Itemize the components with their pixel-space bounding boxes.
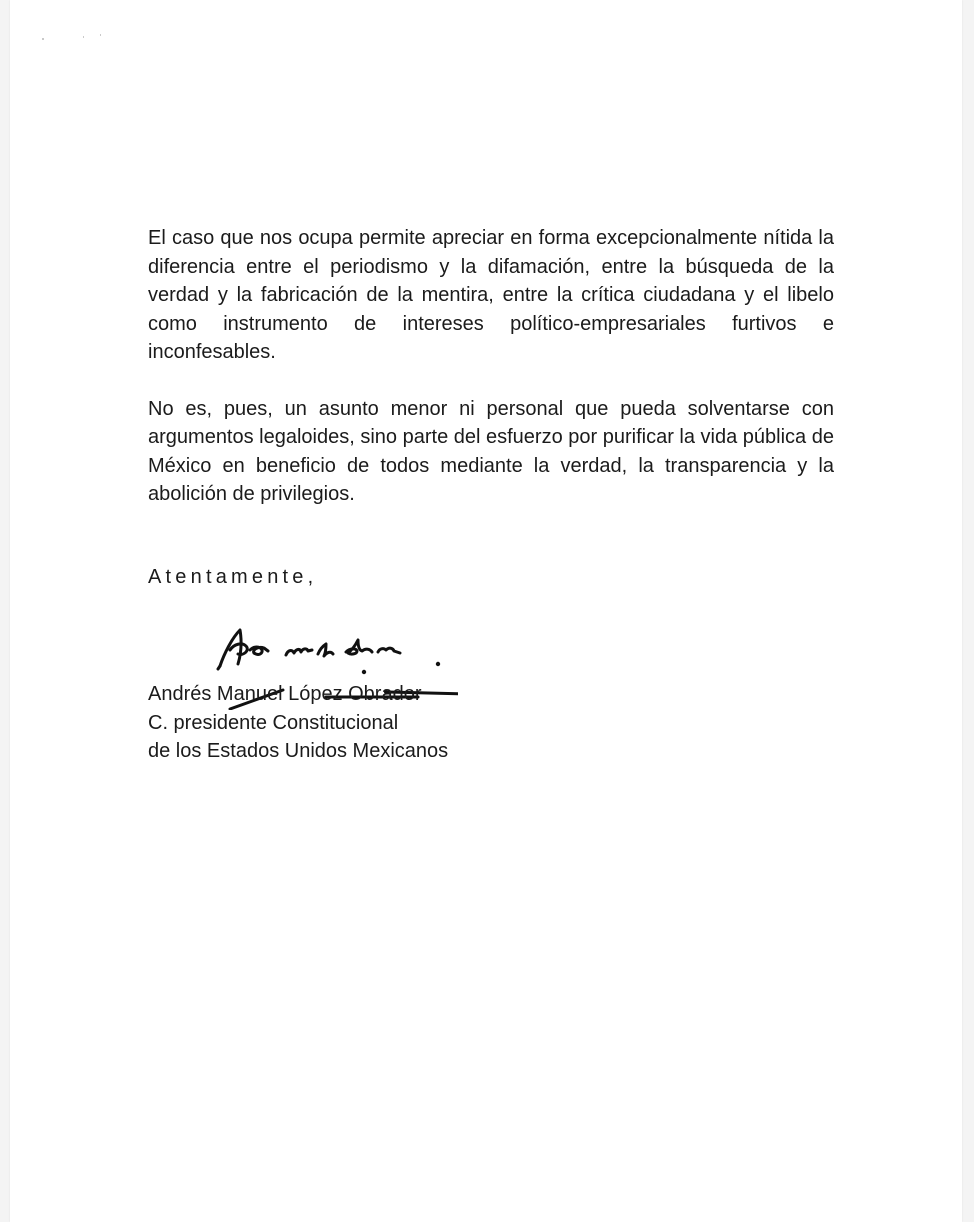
scan-speck <box>100 34 101 36</box>
scan-speck <box>42 38 44 40</box>
signatory-title: C. presidente Constitucional <box>148 711 399 734</box>
scan-speck <box>83 36 84 38</box>
closing-salutation: Atentamente, <box>148 566 318 588</box>
signature-block <box>148 680 448 766</box>
signatory-name: Andrés Manuel López Obrador <box>148 683 422 705</box>
paragraph-2: No es, pues, un asunto menor ni personal que pueda solventarse con argumentos legaloides, sino parte del esfuerzo por purificar la vida pública de México en beneficio de todos mediante la verdad, la transparencia y la abolición de privilegios. <box>148 397 834 505</box>
letter-body <box>148 224 834 509</box>
paragraph-1: El caso que nos ocupa permite apreciar en forma excepcionalmente nítida la diferencia entre el periodismo y la difamación, entre la búsqueda de la verdad y la fabricación de la mentira, entre la crítica ciudadana y el libelo como instrumento de intereses político-empresariales furtivos e inconfesables. <box>148 227 834 363</box>
letter-page <box>10 0 962 1222</box>
signatory-title-line2: de los Estados Unidos Mexicanos <box>148 740 449 762</box>
